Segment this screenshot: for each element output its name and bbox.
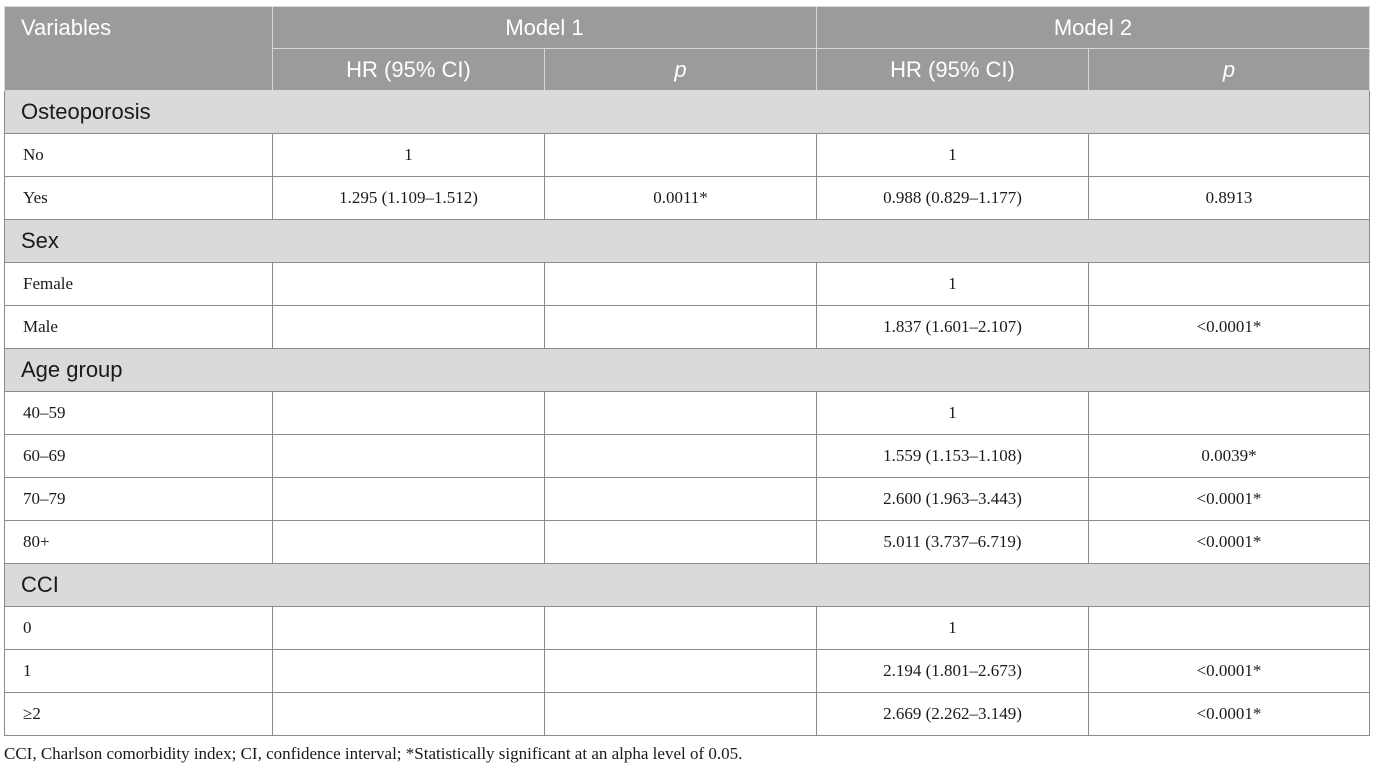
- table-header: [5, 7, 1370, 91]
- model-2-hr-cell: 1: [817, 392, 1089, 435]
- model-2-hr-cell: 1.559 (1.153–1.108): [817, 435, 1089, 478]
- model-2-hr-cell: 2.600 (1.963–3.443): [817, 478, 1089, 521]
- model-2-p-cell: [1089, 263, 1370, 306]
- table-row: [5, 607, 1370, 650]
- model-1-hr-cell: 1: [273, 134, 545, 177]
- table-footnote: CCI, Charlson comorbidity index; CI, confidence interval; *Statistically significant at an alpha level of 0.05.: [4, 744, 743, 763]
- model-1-hr-cell: 1.295 (1.109–1.512): [273, 177, 545, 220]
- model-1-hr-cell: [273, 693, 545, 736]
- row-label: 60–69: [5, 435, 273, 478]
- model-1-p-cell: [545, 693, 817, 736]
- model-1-p-cell: [545, 607, 817, 650]
- section-title: Age group: [5, 349, 1370, 392]
- row-label: Male: [5, 306, 273, 349]
- model-2-hr-cell: 1: [817, 263, 1089, 306]
- model-2-p-cell: [1089, 134, 1370, 177]
- model-1-p-cell: [545, 263, 817, 306]
- header-model-1-p: p: [545, 49, 817, 91]
- row-label: 70–79: [5, 478, 273, 521]
- row-label: Yes: [5, 177, 273, 220]
- section-row-osteoporosis: [5, 91, 1370, 134]
- model-1-hr-cell: [273, 478, 545, 521]
- header-variables: Variables: [5, 7, 273, 91]
- model-2-hr-cell: 0.988 (0.829–1.177): [817, 177, 1089, 220]
- header-model-2: Model 2: [817, 7, 1370, 49]
- model-2-p-cell: <0.0001*: [1089, 521, 1370, 564]
- header-model-1-hr-ci: HR (95% CI): [273, 49, 545, 91]
- model-1-hr-cell: [273, 607, 545, 650]
- table-body: [5, 91, 1370, 736]
- model-1-p-cell: [545, 435, 817, 478]
- table-row: [5, 392, 1370, 435]
- model-1-p-cell: [545, 650, 817, 693]
- row-label: 80+: [5, 521, 273, 564]
- model-1-hr-cell: [273, 263, 545, 306]
- model-2-p-cell: 0.8913: [1089, 177, 1370, 220]
- row-label: Female: [5, 263, 273, 306]
- model-1-p-cell: [545, 134, 817, 177]
- row-label: 1: [5, 650, 273, 693]
- table-row: [5, 650, 1370, 693]
- model-2-hr-cell: 1: [817, 134, 1089, 177]
- model-2-p-cell: <0.0001*: [1089, 306, 1370, 349]
- row-label: No: [5, 134, 273, 177]
- model-2-hr-cell: 5.011 (3.737–6.719): [817, 521, 1089, 564]
- model-1-hr-cell: [273, 392, 545, 435]
- section-title: Sex: [5, 220, 1370, 263]
- model-1-p-cell: [545, 521, 817, 564]
- section-row-cci: [5, 564, 1370, 607]
- header-row-top: [5, 7, 1370, 49]
- section-row-age-group: [5, 349, 1370, 392]
- model-1-hr-cell: [273, 435, 545, 478]
- model-2-p-cell: <0.0001*: [1089, 650, 1370, 693]
- table-row: [5, 693, 1370, 736]
- header-model-2-hr-ci: HR (95% CI): [817, 49, 1089, 91]
- section-title: CCI: [5, 564, 1370, 607]
- model-1-p-cell: [545, 478, 817, 521]
- model-2-p-cell: <0.0001*: [1089, 478, 1370, 521]
- model-1-hr-cell: [273, 521, 545, 564]
- model-2-p-cell: [1089, 392, 1370, 435]
- hazard-ratio-table: [4, 6, 1370, 736]
- model-1-p-cell: [545, 306, 817, 349]
- table-row: [5, 134, 1370, 177]
- table-row: [5, 478, 1370, 521]
- model-2-hr-cell: 1: [817, 607, 1089, 650]
- model-1-hr-cell: [273, 306, 545, 349]
- model-2-p-cell: [1089, 607, 1370, 650]
- model-2-p-cell: 0.0039*: [1089, 435, 1370, 478]
- model-2-hr-cell: 1.837 (1.601–2.107): [817, 306, 1089, 349]
- model-2-hr-cell: 2.669 (2.262–3.149): [817, 693, 1089, 736]
- row-label: 40–59: [5, 392, 273, 435]
- table-row: [5, 435, 1370, 478]
- header-model-2-p: p: [1089, 49, 1370, 91]
- row-label: 0: [5, 607, 273, 650]
- section-title: Osteoporosis: [5, 91, 1370, 134]
- table-row: [5, 177, 1370, 220]
- model-1-hr-cell: [273, 650, 545, 693]
- row-label: ≥2: [5, 693, 273, 736]
- model-1-p-cell: 0.0011*: [545, 177, 817, 220]
- model-2-hr-cell: 2.194 (1.801–2.673): [817, 650, 1089, 693]
- hazard-ratio-table-container: [4, 6, 1369, 736]
- model-1-p-cell: [545, 392, 817, 435]
- header-model-1: Model 1: [273, 7, 817, 49]
- table-row: [5, 306, 1370, 349]
- table-row: [5, 263, 1370, 306]
- section-row-sex: [5, 220, 1370, 263]
- table-row: [5, 521, 1370, 564]
- model-2-p-cell: <0.0001*: [1089, 693, 1370, 736]
